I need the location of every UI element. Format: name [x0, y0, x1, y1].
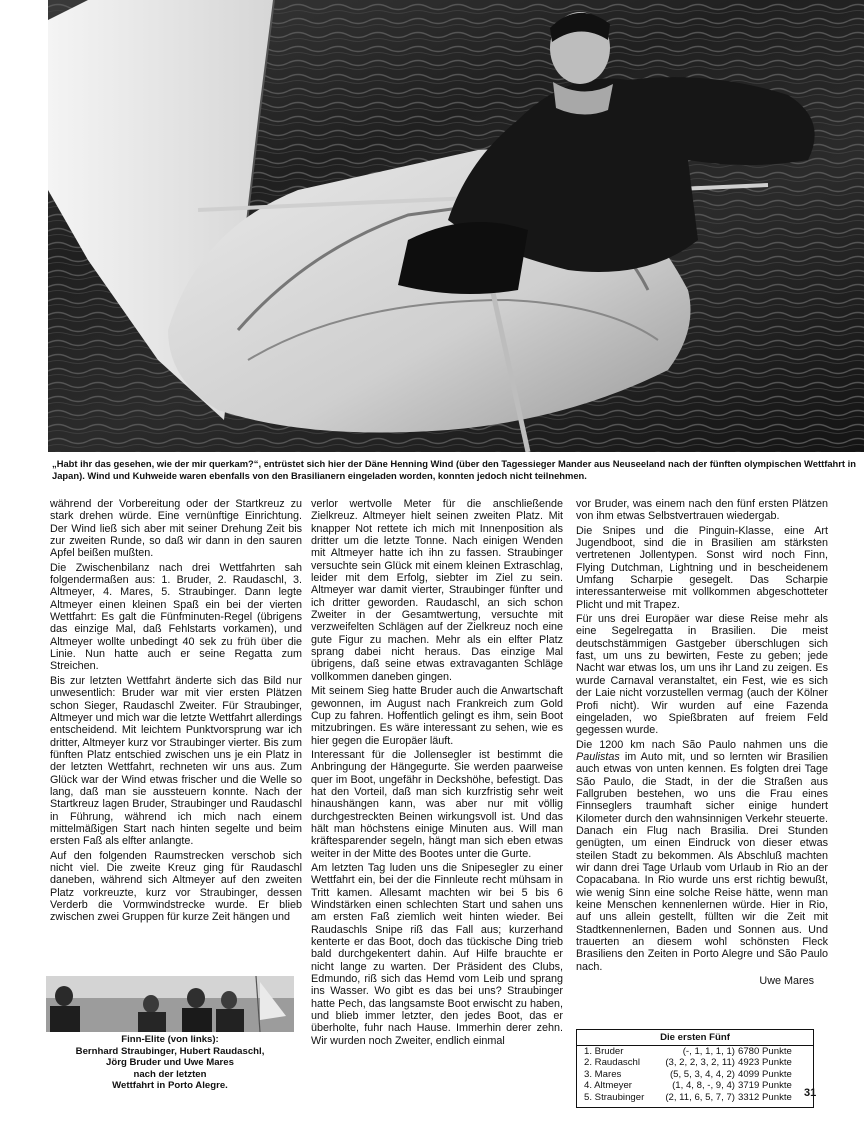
hero-caption: „Habt ihr das gesehen, wie der mir querkam?“, entrüstet sich hier der Däne Henning Wind (über den Tagessieger Mander aus Neuseeland nach der fünften olympischen Wettfahrt in Japan). Wind und Kuhweide waren ebenfalls von den Brasilianern eingeladen worden, konnten jedoch nicht teilnehmen. [52, 458, 856, 481]
results-points: 4923 Punkte [738, 1057, 792, 1069]
text-run: im Auto mit, und so lernten wir Brasilien auch etwas von unten kennen. Es folgten drei Tage São Paulo, die Stadt, in der die Straßen aus Fallgruben bestehen, wo uns die Frau eines Finnseglers traumhaft sicher einige hundert Kilometer durch den wahnsinnigen Verkehr steuerte. Danach ein Flug nach Brasilia. Drei Stunden genügten, um einen Eindruck von dieser etwas steilen Stadt zu bekommen. Als Abschluß machten wir dann drei Tage Urlaub vom Urlaub in Rio an der Copacabana. In Rio wurde uns erst richtig bewußt, wie wenig Sinn eine solche Reise hätte, wenn man keine Menschen kennenlernen würde. Hier in Rio, auf uns allein gestellt, füllten wir die Zeit mit Stadtkennenlernen, Baden und Sonnen aus. Und trauerten an diesem wohl schönsten Fleck Brasiliens den Zeiten in Porto Alegre und São Paulo nach. [576, 750, 828, 973]
paragraph: Interessant für die Jollensegler ist bestimmt die Anbringung der Hängegurte. Sie werden paarweise quer im Boot, ungefähr in Deckshöhe, befestigt. Das hat den Vorteil, daß man sich kurzfristig sehr weit hinaushängen kann, was aber nur mit völlig durchgestreckten Beinen wirkungsvoll ist. Und das hält man höchstens einige Minuten aus. Will man kräftesparender segeln, hängt man sich eben etwas weiter in der Mitte des Bootes unter die Gurte. [311, 748, 563, 860]
results-scores: (3, 2, 2, 3, 2, 11) [665, 1057, 735, 1069]
caption-line: Jörg Bruder und Uwe Mares [106, 1057, 234, 1069]
paragraph: Die Snipes und die Pinguin-Klasse, eine Art Jugendboot, sind die in Brasilien am stärksten vertretenen Jollentypen. Sonst wird noch Finn, Flying Dutchman, Lightning und in bescheidenem Umfang Scharpie gesegelt. Das Scharpie interessanterweise mit vollkommen abgeschotteter Plicht und mit Trapez. [576, 524, 828, 611]
paragraph [576, 739, 828, 974]
results-box [576, 1029, 817, 1108]
results-scores: (-, 1, 1, 1, 1) [682, 1046, 735, 1057]
emphasis-text: Paulistas [576, 750, 620, 763]
results-points: 3312 Punkte [738, 1091, 792, 1103]
paragraph: verlor wertvolle Meter für die anschließende Zielkreuz. Altmeyer hielt seinen zweiten Platz. Mit knapper Not rettete ich mich mit Innenposition als dritter um die letzte Tonne. Nach einigen Wenden mit Altmeyer hatte ich ihn zu fassen. Straubinger versuchte sein Glück mit einem kleinen Extraschlag, leider mit dem Erfolg, siebter im Ziel zu sein. Altmeyer war damit vierter, Straubinger fünfter und ich dritter geworden. Raudaschl, an sich schon Zweiter in der Gesamtwertung, versuchte mit verzweifelten Schlägen auf der Zielkreuz noch eine gute Figur zu machen. Mehr als ein elfter Platz sprang dabei nicht heraus. Das einzige Mal übrigens, daß seine etwas extravaganten Schläge vollkommen daneben gingen. [311, 498, 563, 683]
results-rank: 4. Altmeyer [584, 1080, 632, 1092]
results-row [577, 1069, 813, 1080]
results-rank: 3. Mares [584, 1068, 622, 1080]
team-photo [46, 976, 294, 1032]
article-author: Uwe Mares [759, 975, 814, 988]
paragraph: Bis zur letzten Wettfahrt änderte sich das Bild nur unwesentlich: Bruder war mit vier ersten Plätzen schon Sieger, Raudaschl Zweiter. Für Straubinger, Altmeyer und mich war die letzte Wettfahrt allerdings entscheidend. Mit leichtem Punktvorsprung war ich dritter, Altmeyer kurz vor Straubinger vierter. Bis zum fünften Platz entschied zwischen uns je ein Platz in der letzten Wettfahrt, rechneten wir uns aus. Zum Glück war der Wind etwas frischer und die Welle so lang, daß man sie aussteuern konnte. Nach der Startkreuz lagen Bruder, Straubinger und Raudaschl in Führung, während ich mich nach einem mittelmäßigen Start nach hinten segelte und beim ersten Faß als elfter anlangte. [50, 674, 303, 848]
results-scores: (5, 5, 3, 4, 4, 2) [669, 1068, 735, 1080]
results-points: 6780 Punkte [738, 1046, 792, 1057]
paragraph: Mit seinem Sieg hatte Bruder auch die Anwartschaft gewonnen, im August nach Frankreich zum Gold Cup zu fahren. Hoffentlich gelingt es ihm, sein Boot mitzubringen. Es wäre interessant zu sehen, wie es hier gegen die Europäer läuft. [311, 685, 563, 747]
hero-photo [48, 0, 864, 452]
results-scores: (1, 4, 8, -, 9, 4) [672, 1080, 735, 1092]
results-row [577, 1046, 813, 1057]
paragraph: Am letzten Tag luden uns die Snipesegler zu einer Wettfahrt ein, bei der die Finnleute recht mühsam in Tritt kamen. Allesamt machten wir bei 5 bis 6 Windstärken einen schlechten Start und sahen uns am ersten Faß ziemlich weit hinten wieder. Bei Raudaschls Snipe riß das Fall aus; kurzerhand kenterte er das Boot, doch das tückische Ding trieb bald durchgekentert dahin. Auf Hilfe brauchte er nicht lange zu warten. Der Präsident des Clubs, Edmundo, riß sich das Hemd vom Leib und sprang ins Wasser. Wo gibt es das bei uns? Straubinger hatte Pech, das langsamste Boot erwischt zu haben, und blieb immer letzter, den jedes Boot, das er überholte, fuhr nach Hause. Immerhin derer zehn. Wir wurden noch Zweiter, endlich einmal [311, 861, 563, 1047]
page-number: 31 [804, 1087, 817, 1099]
results-rank: 2. Raudaschl [584, 1057, 640, 1069]
caption-line: Finn-Elite (von links): [121, 1034, 219, 1045]
results-title: Die ersten Fünf [577, 1030, 813, 1046]
paragraph: vor Bruder, was einem nach den fünf ersten Plätzen von ihm etwas Selbstvertrauen wiedergab. [576, 498, 828, 523]
paragraph: Für uns drei Europäer war diese Reise mehr als eine Segelregatta in Brasilien. Die meist deutschstämmigen Gastgeber überschlugen sich fast, um uns zu bewirten, Feste zu geben; jede Nacht war etwas los, um uns ihr Land zu zeigen. Es wurde Carnaval veranstaltet, ein Fest, wie es sich der Laie nicht vorzustellen vermag (auch der Kölner Profi nicht). Wir wurden auf eine Fazenda eingeladen, wo Spießbraten auf freiem Feld gegessen wurde. [576, 613, 828, 737]
article-column-3 [576, 498, 828, 989]
paragraph: während der Vorbereitung oder der Startkreuz zu stark drehen würde. Eine vernünftige Einrichtung. Der Wind ließ sich aber mit seiner Drehung Zeit bis zur zweiten Runde, so daß wir dann in den sauren Apfel beißen mußten. [50, 498, 302, 560]
text-run: Die 1200 km nach São Paulo nahmen uns die [576, 738, 828, 751]
results-row [577, 1057, 813, 1068]
caption-line: Bernhard Straubinger, Hubert Raudaschl, [75, 1045, 265, 1057]
results-scores: (2, 11, 6, 5, 7, 7) [665, 1091, 735, 1103]
results-rank: 1. Bruder [584, 1046, 624, 1057]
paragraph: Die Zwischenbilanz nach drei Wettfahrten sah folgendermaßen aus: 1. Bruder, 2. Raudaschl, 3. Altmeyer, 4. Mares, 5. Straubinger. Dann legte Altmeyer einen kleinen Spaß ein bei der vierten Wettfahrt: Es galt die Fünfminuten-Regel (übrigens das einzige Mal, daß Fehlstarts vorkamen), und Altmeyer wollte unbedingt 40 sek zu früh über die Linie. Nun hatte auch er seine Regatta zum Streichen. [50, 561, 302, 673]
paragraph: Auf den folgenden Raumstrecken verschob sich nicht viel. Die zweite Kreuz ging für Raudaschl daneben, während sich Altmeyer auf den zweiten Platz vorkreuzte, kurz vor Straubinger, dessen Verderb die Vormwindstrecke wurde. Er blieb zwischen zwei Gruppen für kurze Zeit hängen und [50, 849, 302, 924]
article-column-1 [50, 498, 302, 926]
results-rank: 5. Straubinger [584, 1091, 645, 1103]
article-column-2 [311, 498, 563, 1049]
results-row [577, 1092, 813, 1103]
results-points: 3719 Punkte [738, 1080, 792, 1092]
team-photo-illustration [46, 976, 294, 1032]
team-photo-caption [46, 1034, 294, 1092]
results-row [577, 1080, 813, 1091]
caption-line: nach der letzten [133, 1068, 207, 1080]
results-points: 4099 Punkte [738, 1068, 792, 1080]
sailing-photo-illustration [48, 0, 864, 452]
caption-line: Wettfahrt in Porto Alegre. [112, 1080, 228, 1092]
